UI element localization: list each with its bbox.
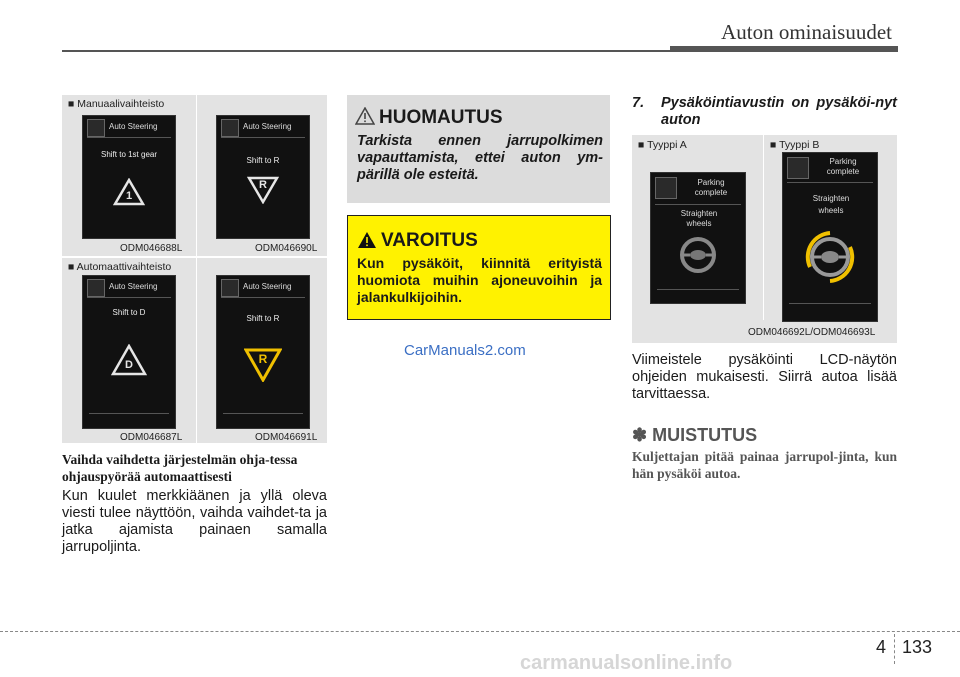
screen-separator xyxy=(657,289,739,290)
lcd-screen-shift-1st xyxy=(82,115,176,239)
caution-triangle-icon xyxy=(355,107,375,125)
screen-separator xyxy=(223,413,303,414)
screen-message: Shift to R xyxy=(246,156,280,165)
figure-code: ODM046690L xyxy=(255,243,318,254)
gear-symbol: D xyxy=(125,359,133,371)
warning-title: VAROITUS xyxy=(381,230,478,251)
lcd-screen-shift-d xyxy=(82,275,176,429)
watermark-link[interactable]: CarManuals2.com xyxy=(404,342,526,359)
steering-wheel-icon xyxy=(678,235,718,275)
figure-code: ODM046688L xyxy=(120,243,183,254)
notice-title: HUOMAUTUS xyxy=(379,107,503,128)
lcd-screen-type-a xyxy=(650,172,746,304)
footer-watermark[interactable]: carmanualsonline.info xyxy=(520,652,733,674)
screen-message: Shift to R xyxy=(246,314,280,323)
screen-separator xyxy=(655,204,741,205)
indicator-box xyxy=(655,177,677,199)
gear-symbol: R xyxy=(259,179,267,191)
automatic-transmission-caption: ■ Automaattivaihteisto xyxy=(68,261,172,273)
lcd-screen-shift-r xyxy=(216,115,310,239)
steering-wheel-icon xyxy=(800,227,860,287)
indicator-box xyxy=(221,279,239,297)
indicator-box xyxy=(87,119,105,137)
chapter-number: 4 xyxy=(876,637,887,657)
page-header-title: Auton ominaisuudet xyxy=(721,20,892,44)
parking-complete-message: Parking complete xyxy=(826,157,860,176)
screen-label: Auto Steering xyxy=(243,122,292,131)
gear-symbol: 1 xyxy=(125,190,133,202)
page-number-divider xyxy=(894,634,896,664)
screen-separator xyxy=(787,182,873,183)
gear-symbol: R xyxy=(258,352,268,366)
right-body: Viimeistele pysäköinti LCD-näytön ohjeiden mukaisesti. Siirrä autoa lisää tarvittaessa. xyxy=(632,352,897,402)
type-a-caption: ■ Tyyppi A xyxy=(638,139,687,151)
header-rule xyxy=(62,50,670,52)
parking-complete-message: Parking complete xyxy=(694,178,728,197)
screen-label: Auto Steering xyxy=(243,282,292,291)
straighten-wheels-message: Straighten wheels xyxy=(812,194,850,215)
lcd-screen-type-b xyxy=(782,152,878,322)
warning-triangle-icon xyxy=(357,231,377,249)
warning-text: Kun pysäköit, kiinnitä erityistä huomiota muihin ajoneuvoihin ja jalankulkijoihin. xyxy=(357,255,602,305)
figure-code: ODM046687L xyxy=(120,432,183,443)
notice-text: Tarkista ennen jarrupolkimen vapauttamista, ettei auton ym-pärillä ole esteitä. xyxy=(357,133,603,183)
figure-code: ODM046691L xyxy=(255,432,318,443)
memo-title: ✽ MUISTUTUS xyxy=(632,425,758,445)
figure-divider-vertical xyxy=(763,135,764,320)
warning-box xyxy=(347,215,611,320)
header-bar xyxy=(670,46,898,52)
type-b-caption: ■ Tyyppi B xyxy=(770,139,820,151)
step-number: 7. xyxy=(632,95,645,111)
section-heading: Vaihda vaihdetta järjestelmän ohja-tessa ohjauspyörää automaattisesti xyxy=(62,452,298,484)
screen-message: Shift to 1st gear xyxy=(100,150,158,159)
memo-text: Kuljettajan pitää painaa jarrupol-jinta, kun hän pysäköi autoa. xyxy=(632,449,897,481)
straighten-wheels-message: Straighten wheels xyxy=(680,209,718,228)
section-body: Kun kuulet merkkiäänen ja yllä oleva viesti tulee näyttöön, vaihda vaihdet-ta ja jatka ajamista painaen samalla jarrupoljinta. xyxy=(62,488,327,555)
indicator-box xyxy=(221,119,239,137)
figure-code: ODM046692L/ODM046693L xyxy=(748,327,876,338)
notice-box xyxy=(347,95,610,203)
screen-separator xyxy=(789,303,871,304)
screen-label: Auto Steering xyxy=(109,282,158,291)
indicator-box xyxy=(87,279,105,297)
step-title: Pysäköintiavustin on pysäköi-nyt auton xyxy=(661,95,897,128)
figure-divider-vertical xyxy=(196,95,197,443)
screen-separator xyxy=(89,413,169,414)
screen-label: Auto Steering xyxy=(109,122,158,131)
figure-divider-horizontal xyxy=(62,256,327,258)
page-number: 133 xyxy=(902,637,933,657)
screen-message: Shift to D xyxy=(112,308,146,317)
lcd-screen-shift-r-auto xyxy=(216,275,310,429)
indicator-box xyxy=(787,157,809,179)
manual-transmission-caption: ■ Manuaalivaihteisto xyxy=(68,98,165,110)
footer-rule xyxy=(0,631,960,632)
